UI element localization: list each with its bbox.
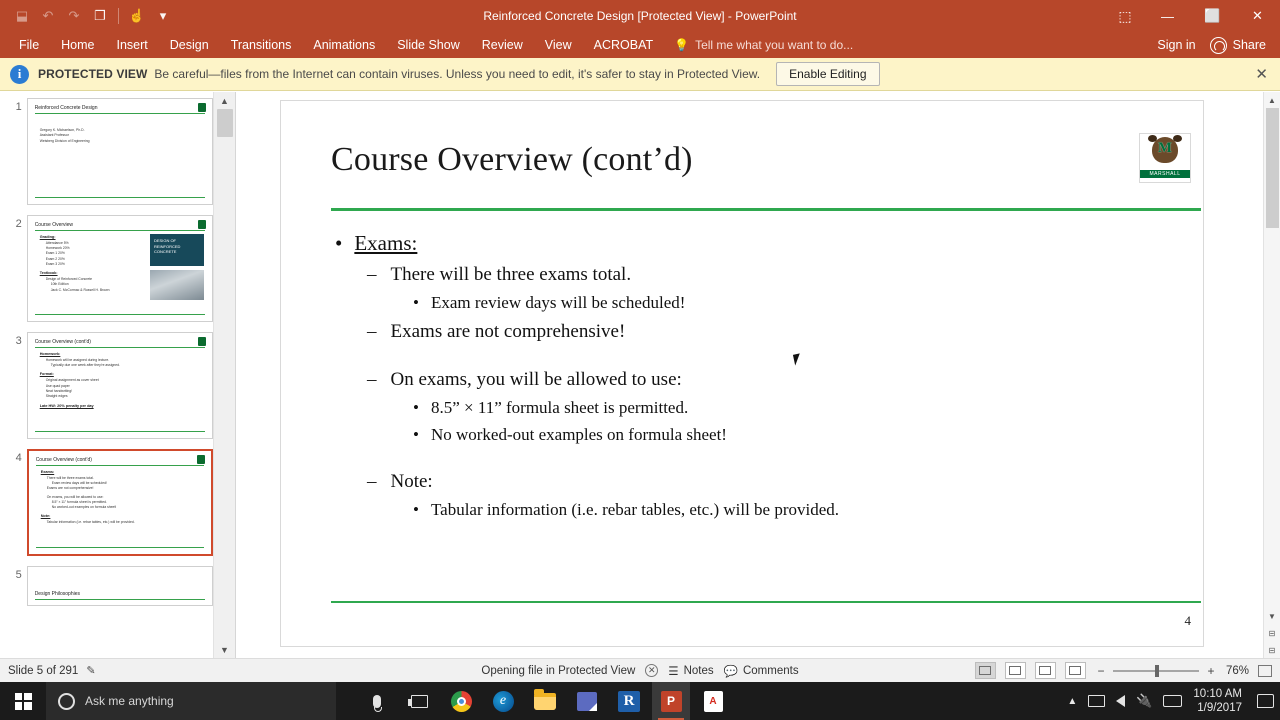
minimize-button[interactable]: — (1161, 8, 1174, 24)
windows-logo-icon (15, 693, 32, 710)
title-underline-rule (331, 208, 1201, 211)
info-icon: i (10, 65, 29, 84)
sign-in-button[interactable]: Sign in (1157, 38, 1196, 52)
view-normal-button[interactable] (975, 662, 996, 679)
lightbulb-icon: 💡 (674, 38, 690, 52)
bullet-allowed-to-use (367, 369, 1163, 391)
tab-acrobat[interactable]: ACROBAT (593, 38, 654, 52)
notes-label: Notes (683, 664, 714, 677)
bullet-marker: • (413, 293, 419, 312)
slide-number: 2 (15, 218, 22, 230)
undo-icon[interactable]: ↶ (42, 8, 54, 23)
thumb-section-head: Grading: (39, 235, 56, 239)
thumb-line: Weisberg Division of Engineering (39, 138, 90, 143)
ribbon-tabs (0, 32, 1280, 58)
bullet-marker: • (413, 425, 419, 444)
thumb-line: Neat handwriting! (45, 388, 73, 393)
title-rule (35, 347, 205, 348)
title-rule (35, 113, 205, 114)
clock[interactable] (1193, 687, 1246, 716)
keyboard-icon[interactable] (1163, 695, 1182, 707)
thumb-line: Exams are not comprehensive! (46, 486, 94, 491)
current-slide[interactable] (280, 100, 1204, 647)
marshall-logo-icon (197, 455, 205, 464)
thumb-line: Jack C. McCormac & Russell H. Brown (50, 287, 110, 292)
bullet-marker: • (335, 231, 343, 255)
title-rule (35, 599, 205, 600)
thumb-title: Course Overview (cont'd) (34, 339, 91, 345)
bullet-marker: • (413, 398, 419, 417)
tab-review[interactable]: Review (481, 38, 523, 52)
menu-right-group (1157, 37, 1280, 54)
zoom-track[interactable] (1113, 670, 1199, 672)
tab-transitions[interactable]: Transitions (230, 38, 292, 52)
bullet-exams (335, 231, 1163, 256)
tell-me-search[interactable] (674, 38, 853, 52)
tab-home[interactable]: Home (61, 38, 95, 52)
thumb-line: Original assignment as cover sheet (45, 378, 99, 383)
share-label: Share (1232, 38, 1266, 52)
task-view-icon[interactable] (400, 682, 438, 720)
maximize-button[interactable]: ⬜ (1204, 8, 1221, 23)
quick-access-toolbar (0, 4, 175, 28)
scroll-down-icon[interactable]: ▼ (1268, 611, 1276, 621)
tab-insert[interactable]: Insert (116, 38, 148, 52)
thumb-title: Reinforced Concrete Design (34, 105, 98, 111)
ribbon-display-options-icon[interactable]: ⬚ (1118, 7, 1132, 24)
search-input[interactable] (46, 682, 336, 720)
bullet-text: Note: (390, 471, 433, 492)
touch-mode-icon[interactable]: ☝ (128, 8, 146, 23)
logo-wordmark: MARSHALL (1140, 170, 1190, 178)
start-slideshow-icon[interactable]: ❐ (94, 8, 106, 23)
scroll-up-icon[interactable]: ▲ (1268, 95, 1276, 105)
thumb-line: Homework will be assigned during lecture. (45, 357, 110, 362)
thumb-line: On exams, you will be allowed to use: (46, 494, 104, 499)
power-plug-icon[interactable]: 🔌 (1136, 693, 1153, 708)
bottom-rule (36, 547, 204, 548)
thumb-section-head: Exams: (40, 470, 55, 474)
book-cover-image: DESIGN OF REINFORCED CONCRETE (150, 234, 204, 266)
slide-count-label: Slide 5 of 291 (8, 664, 79, 677)
list-item[interactable] (0, 215, 213, 322)
scrollbar-thumb[interactable] (217, 109, 233, 137)
thumb-line: Homework 20% (45, 246, 70, 251)
share-button[interactable] (1210, 37, 1266, 54)
customize-qat-icon[interactable]: ▾ (159, 8, 167, 23)
marshall-logo-icon (198, 103, 206, 112)
clock-time: 10:10 AM (1193, 687, 1242, 700)
system-tray (1067, 687, 1280, 716)
next-slide-icon[interactable]: ⊟ (1268, 645, 1276, 655)
previous-slide-icon[interactable]: ⊟ (1268, 628, 1276, 638)
thumbnail-list (0, 98, 213, 658)
bottom-rule (35, 197, 205, 198)
bullet-marker: – (367, 264, 377, 285)
thumb-line: Exam 3 20% (45, 261, 65, 266)
monitor-icon[interactable] (1088, 695, 1105, 707)
start-button[interactable] (0, 682, 46, 720)
protected-view-message: Be careful—files from the Internet can contain viruses. Unless you need to edit, it's safer to stay in Protected View. (154, 67, 761, 81)
bullet-text: Tabular information (i.e. rebar tables, etc.) will be provided. (430, 500, 840, 519)
cortana-mic-icon[interactable] (358, 682, 396, 720)
list-item[interactable] (0, 98, 213, 205)
status-right (975, 662, 1272, 679)
slide-number: 1 (15, 101, 22, 113)
slide-number: 5 (15, 569, 22, 581)
thumb-title: Course Overview (34, 222, 74, 228)
powerpoint-icon[interactable]: P (652, 682, 690, 720)
slide-title[interactable]: Course Overview (cont’d) (331, 141, 693, 178)
close-icon[interactable]: ✕ (1255, 66, 1268, 83)
save-icon[interactable]: ⬓ (15, 8, 29, 23)
close-button[interactable]: ✕ (1252, 8, 1263, 23)
logo-letter: M (1157, 140, 1173, 156)
view-slide-sorter-button[interactable] (1005, 662, 1026, 679)
list-item[interactable] (0, 449, 213, 556)
thumb-section-head: Late HW: 20% penalty per day (39, 404, 94, 409)
slide-thumbnail-4[interactable] (27, 449, 213, 556)
thumb-line: 10th Edition (50, 282, 69, 287)
window-controls (1105, 0, 1280, 32)
scroll-up-icon[interactable]: ▲ (214, 92, 235, 109)
bottom-rule (35, 431, 205, 432)
bullet-marker: – (367, 321, 377, 342)
sticky-notes-icon[interactable] (568, 682, 606, 720)
bullet-text: Exams are not comprehensive! (390, 321, 626, 342)
footer-rule (331, 601, 1201, 603)
r-studio-icon[interactable]: R (610, 682, 648, 720)
qat-divider (118, 8, 119, 24)
show-hidden-icons-icon[interactable]: ▲ (1067, 695, 1078, 707)
thumb-section-head: Textbook: (39, 271, 58, 276)
bullet-text: There will be three exams total. (390, 264, 632, 285)
bullet-three-exams (367, 264, 1163, 286)
bullet-tabular-info (413, 500, 1163, 520)
zoom-level-label[interactable]: 76% (1225, 664, 1249, 677)
notes-icon: ☰ (668, 665, 679, 678)
cortana-icon (58, 693, 75, 710)
status-left (8, 664, 96, 677)
protected-view-bar (0, 58, 1280, 91)
list-item[interactable] (0, 332, 213, 439)
clock-date: 1/9/2017 (1197, 702, 1242, 714)
title-rule (36, 465, 204, 466)
window-title: Reinforced Concrete Design [Protected View] - PowerPoint (483, 9, 797, 23)
comments-button[interactable] (724, 664, 799, 678)
notifications-icon[interactable] (1257, 694, 1274, 708)
tell-me-label: Tell me what you want to do... (695, 38, 854, 52)
thumb-line: Attendance 5% (45, 240, 69, 245)
tab-design[interactable]: Design (169, 38, 209, 52)
zoom-slider[interactable] (1095, 664, 1217, 678)
enable-editing-button[interactable]: Enable Editing (776, 62, 879, 86)
zoom-out-button[interactable]: − (1097, 663, 1105, 678)
bullet-text: No worked-out examples on formula sheet! (430, 425, 727, 444)
fit-to-window-icon[interactable] (1258, 665, 1272, 677)
slide-thumbnail-2[interactable] (27, 215, 213, 322)
bullet-not-comprehensive (367, 321, 1163, 343)
view-slideshow-button[interactable] (1065, 662, 1086, 679)
tab-file[interactable]: File (19, 38, 40, 52)
edge-icon[interactable]: e (484, 682, 522, 720)
thumb-line: Straight edges (45, 394, 68, 399)
thumb-line: Exam 1 20% (45, 251, 65, 256)
slide-thumbnail-pane[interactable] (0, 92, 236, 658)
acrobat-reader-icon[interactable]: A (694, 682, 732, 720)
windows-taskbar (0, 682, 1280, 720)
view-reading-button[interactable] (1035, 662, 1056, 679)
slide-body[interactable] (321, 231, 1163, 520)
comments-label: Comments (742, 664, 799, 677)
pen-icon[interactable]: ✎ (86, 665, 96, 677)
bullet-text: Exam review days will be scheduled! (430, 293, 686, 312)
thumb-line: Use quad paper (45, 383, 70, 388)
search-placeholder: Ask me anything (85, 694, 174, 708)
thumb-line: Typically due one week after they're assigned. (50, 363, 120, 368)
thumb-line: 8.5” × 11” formula sheet is permitted. (51, 499, 107, 504)
slide-thumbnail-5[interactable] (27, 566, 213, 606)
bullet-text: Exams: (354, 231, 418, 255)
bullet-no-worked-examples (413, 425, 1163, 445)
zoom-knob[interactable] (1155, 665, 1159, 677)
title-bar (0, 0, 1280, 32)
thumb-section-head: Note: (40, 514, 51, 519)
bullet-formula-sheet (413, 398, 1163, 418)
thumb-line: Exam 2 20% (45, 256, 65, 261)
tab-view[interactable]: View (544, 38, 572, 52)
thumb-line: Design of Reinforced Concrete (45, 277, 93, 282)
thumb-section-head: Homework: (39, 352, 61, 356)
bullet-marker: • (413, 500, 419, 519)
work-area (0, 92, 1280, 658)
status-bar (0, 658, 1280, 682)
bullet-marker: – (367, 471, 377, 492)
scrollbar-thumb[interactable] (1266, 108, 1279, 228)
list-item[interactable] (0, 566, 213, 606)
redo-icon[interactable]: ↷ (68, 8, 80, 23)
slide-thumbnail-3[interactable] (27, 332, 213, 439)
thumb-line: There will be three exams total. (46, 475, 94, 480)
slide-number: 4 (15, 452, 22, 464)
thumb-line: Tabular information (i.e. rebar tables, etc.) will be provided. (46, 520, 135, 525)
bullet-marker: – (367, 369, 377, 390)
bullet-review-days (413, 293, 1163, 313)
slide-scrollbar[interactable] (1263, 92, 1280, 658)
thumbnail-scrollbar[interactable] (213, 92, 235, 658)
marshall-logo-icon (198, 220, 206, 229)
thumb-line: No worked-out examples on formula sheet! (51, 505, 117, 510)
thumb-line: Exam review days will be scheduled! (51, 481, 107, 486)
bullet-note (367, 471, 1163, 493)
share-person-icon (1210, 37, 1227, 54)
taskbar-apps (358, 682, 732, 720)
comment-icon: 💬 (723, 665, 738, 678)
slide-thumbnail-1[interactable] (27, 98, 213, 205)
slide-number: 3 (15, 335, 22, 347)
notes-button[interactable] (668, 664, 713, 678)
bullet-text: On exams, you will be allowed to use: (390, 369, 682, 390)
marshall-logo (1139, 133, 1191, 183)
scroll-down-icon[interactable]: ▼ (214, 641, 235, 658)
thumb-section-head: Format: (39, 372, 54, 377)
file-explorer-icon[interactable] (526, 682, 564, 720)
bottom-rule (35, 314, 205, 315)
slide-page-number: 4 (1184, 613, 1191, 628)
thumb-line: Assistant Professor (39, 133, 69, 138)
chrome-icon[interactable] (442, 682, 480, 720)
slide-editing-area[interactable] (236, 92, 1280, 658)
tab-slide-show[interactable]: Slide Show (397, 38, 460, 52)
thumb-title: Design Philosophies (34, 591, 80, 597)
marshall-logo-icon (198, 337, 206, 346)
tab-animations[interactable]: Animations (313, 38, 376, 52)
title-rule (35, 230, 205, 231)
volume-icon[interactable] (1116, 695, 1125, 707)
protected-view-label: PROTECTED VIEW (38, 67, 148, 81)
thumb-line: Gregory K. Michaelson, Ph.D. (39, 128, 85, 132)
zoom-in-button[interactable]: + (1207, 663, 1215, 678)
spacer (321, 445, 1163, 463)
bullet-text: 8.5” × 11” formula sheet is permitted. (430, 398, 689, 417)
building-photo (150, 270, 204, 300)
opening-message: Opening file in Protected View (481, 664, 636, 677)
cancel-icon[interactable]: ✕ (645, 664, 658, 677)
thumb-title: Course Overview (cont'd) (35, 457, 92, 463)
spacer (321, 343, 1163, 361)
